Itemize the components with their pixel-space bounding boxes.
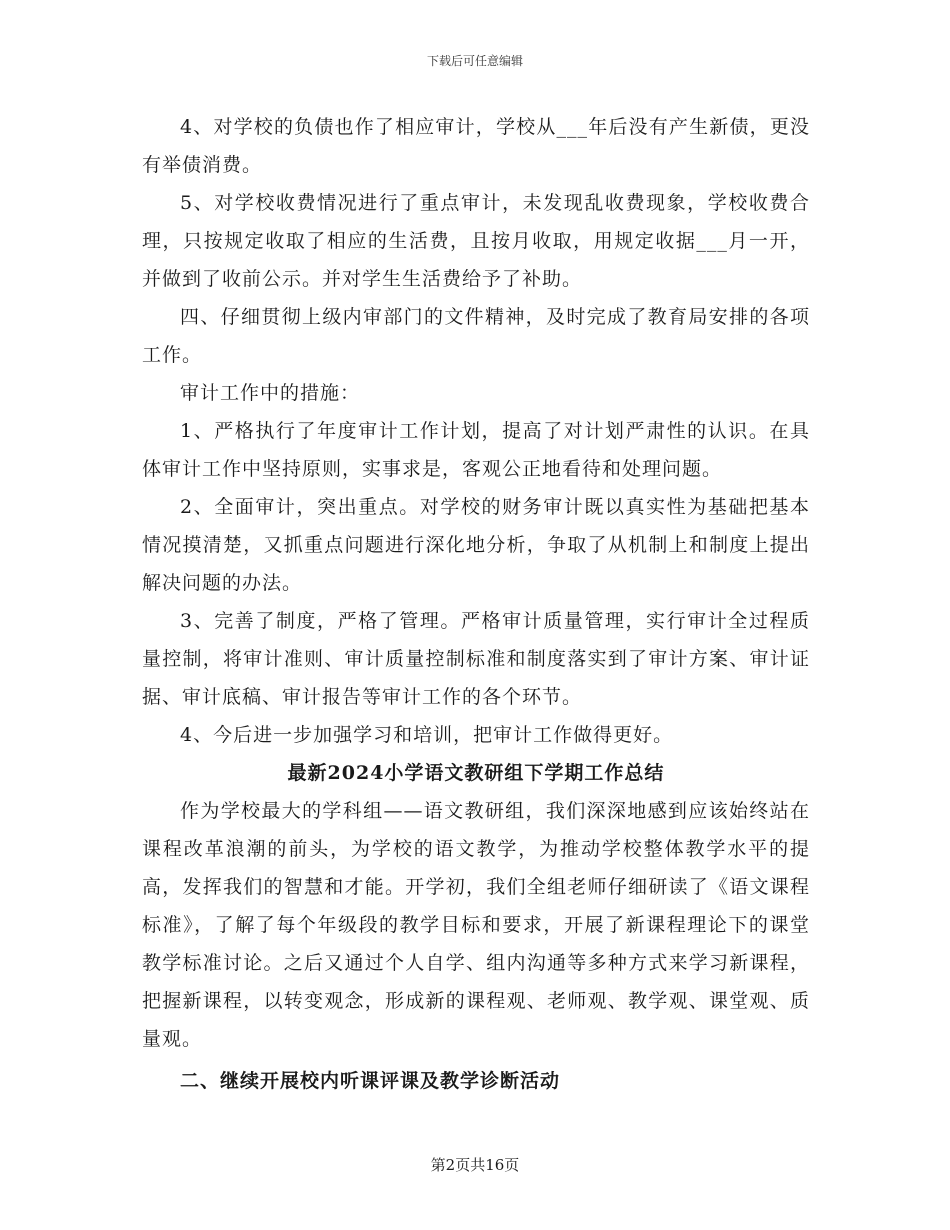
paragraph-debt-audit: 4、对学校的负债也作了相应审计，学校从___年后没有产生新债，更没有举债消费。 [142, 116, 810, 176]
paragraph-intro: 作为学校最大的学科组——语文教研组，我们深深地感到应该始终站在课程改革浪潮的前头，为学校的语文教学，为推动学校整体教学水平的提高，发挥我们的智慧和才能。开学初，我们全组老师仔细研读了《语文课程标准》，了解了每个年级段的教学目标和要求，开展了新课程理论下的课堂教学标准讨论。之后又通过个人自学、组内沟通等多种方式来学习新课程，把握新课程，以转变观念，形成新的课程观、老师观、教学观、课堂观、质量观。 [142, 800, 810, 1050]
paragraph-measure-three: 3、完善了制度，严格了管理。严格审计质量管理，实行审计全过程质量控制，将审计准则、审计质量控制标准和制度落实到了审计方案、审计证据、审计底稿、审计报告等审计工作的各个环节。 [142, 610, 810, 708]
document-title: 最新2024小学语文教研组下学期工作总结 [287, 762, 665, 784]
paragraph-measure-four: 4、今后进一步加强学习和培训，把审计工作做得更好。 [180, 724, 674, 746]
page-header-note: 下载后可任意编辑 [426, 54, 523, 68]
section-heading: 二、继续开展校内听课评课及教学诊断活动 [180, 1070, 561, 1092]
page-number-footer: 第2页共16页 [430, 1156, 520, 1174]
paragraph-measures-heading: 审计工作中的措施： [180, 382, 361, 404]
document-body [142, 108, 810, 1100]
paragraph-measure-two: 2、全面审计，突出重点。对学校的财务审计既以真实性为基础把基本情况摸清楚，又抓重点问题进行深化地分析，争取了从机制上和制度上提出解决问题的办法。 [142, 496, 810, 594]
paragraph-measure-one: 1、严格执行了年度审计工作计划，提高了对计划严肃性的认识。在具体审计工作中坚持原则，实事求是，客观公正地看待和处理问题。 [142, 420, 810, 480]
paragraph-section-four: 四、仔细贯彻上级内审部门的文件精神，及时完成了教育局安排的各项工作。 [142, 306, 810, 366]
paragraph-fee-audit: 5、对学校收费情况进行了重点审计，未发现乱收费现象，学校收费合理，只按规定收取了相应的生活费，且按月收取，用规定收据___月一开，并做到了收前公示。并对学生生活费给予了补助。 [142, 192, 810, 290]
